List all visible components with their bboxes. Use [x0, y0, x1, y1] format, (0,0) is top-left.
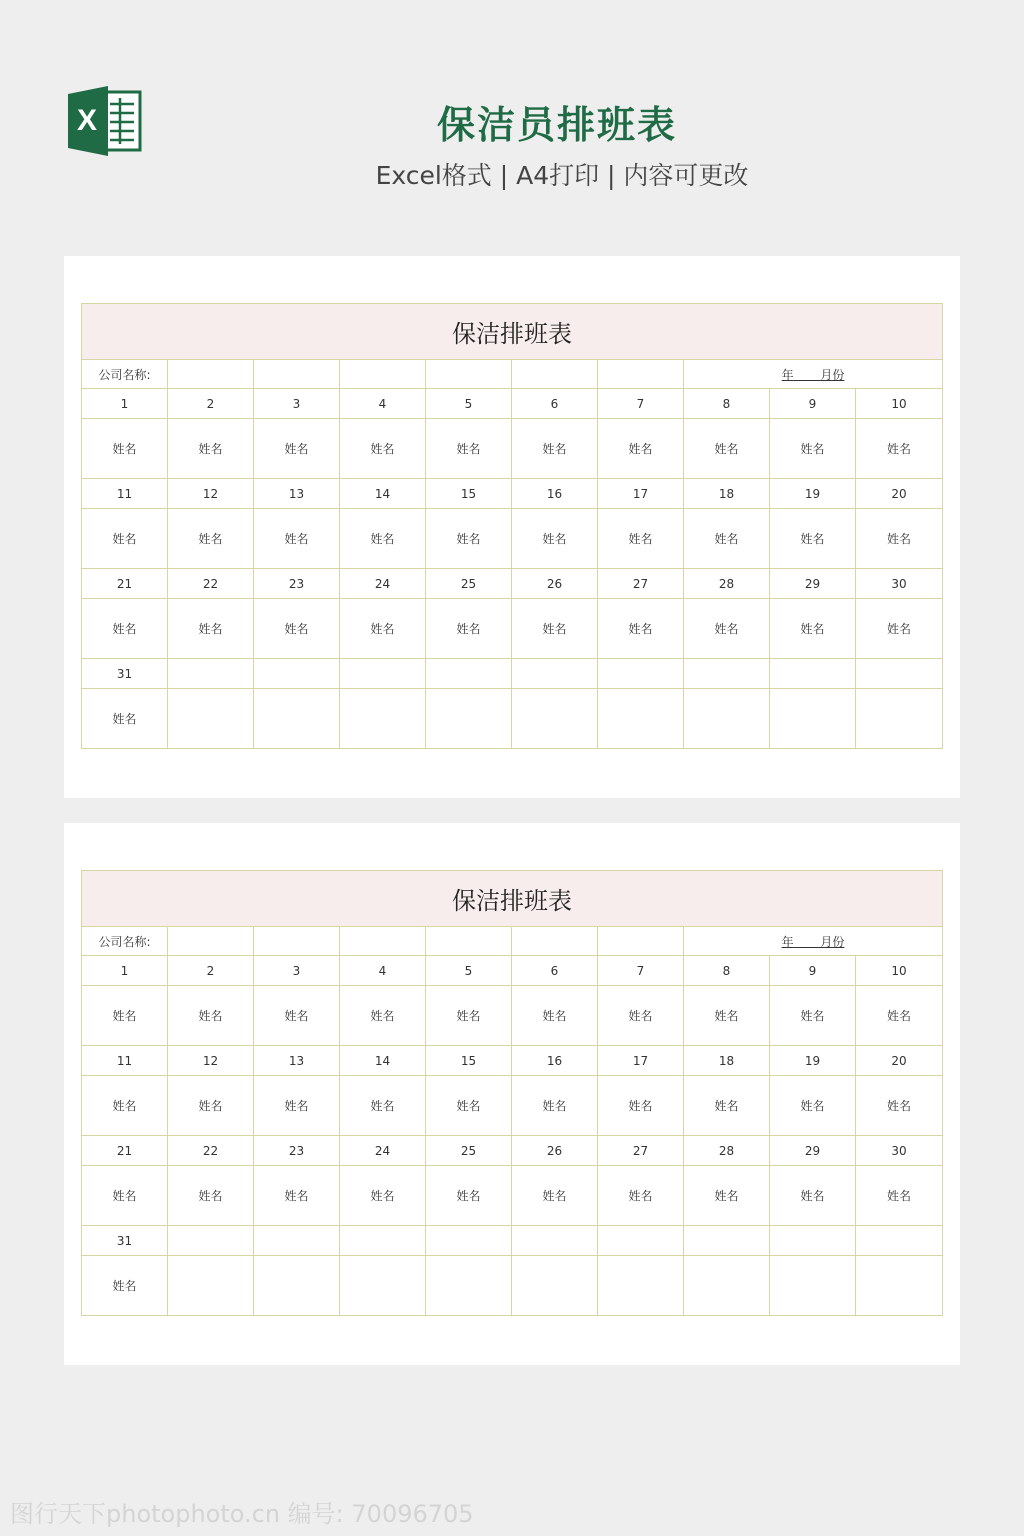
day-number-cell: 25: [426, 569, 512, 599]
schedule-table: [81, 870, 943, 1316]
schedule-sheet-2: [64, 823, 960, 1365]
day-number-cell: [684, 1226, 770, 1256]
staff-name-cell[interactable]: 姓名: [856, 1166, 943, 1226]
staff-name-cell[interactable]: 姓名: [770, 1166, 856, 1226]
day-number-cell: [770, 659, 856, 689]
day-number-cell: 10: [856, 389, 943, 419]
month-label: 月份: [820, 934, 845, 949]
staff-name-cell[interactable]: 姓名: [82, 419, 168, 479]
day-number-cell: 8: [684, 389, 770, 419]
day-number-cell: 24: [340, 569, 426, 599]
staff-name-cell[interactable]: 姓名: [426, 599, 512, 659]
staff-name-cell[interactable]: [254, 689, 340, 749]
day-number-cell: 31: [82, 1226, 168, 1256]
staff-name-cell[interactable]: 姓名: [254, 419, 340, 479]
day-number-cell: 9: [770, 956, 856, 986]
day-number-cell: 30: [856, 1136, 943, 1166]
day-number-cell: [512, 659, 598, 689]
staff-name-cell[interactable]: [254, 1256, 340, 1316]
staff-name-cell[interactable]: 姓名: [168, 509, 254, 569]
staff-name-cell[interactable]: [512, 689, 598, 749]
staff-name-cell[interactable]: 姓名: [340, 419, 426, 479]
staff-name-cell[interactable]: 姓名: [684, 1076, 770, 1136]
day-number-cell: 7: [598, 389, 684, 419]
staff-name-cell[interactable]: 姓名: [82, 986, 168, 1046]
day-number-cell: 3: [254, 956, 340, 986]
watermark: 图行天下photophoto.cn 编号: 70096705: [10, 1500, 474, 1528]
day-number-cell: 21: [82, 1136, 168, 1166]
day-number-cell: 17: [598, 479, 684, 509]
schedule-sheet-1: [64, 256, 960, 798]
staff-name-cell[interactable]: 姓名: [254, 509, 340, 569]
staff-name-cell[interactable]: 姓名: [770, 986, 856, 1046]
staff-name-cell[interactable]: [340, 689, 426, 749]
company-input-cell[interactable]: [254, 927, 340, 956]
staff-name-cell[interactable]: 姓名: [168, 599, 254, 659]
day-number-cell: 24: [340, 1136, 426, 1166]
staff-name-cell[interactable]: 姓名: [168, 1166, 254, 1226]
day-number-cell: 20: [856, 1046, 943, 1076]
day-number-cell: 13: [254, 1046, 340, 1076]
staff-name-cell[interactable]: [426, 689, 512, 749]
staff-name-cell[interactable]: 姓名: [340, 1076, 426, 1136]
month-label: 月份: [820, 367, 845, 382]
staff-name-cell[interactable]: 姓名: [856, 986, 943, 1046]
staff-name-cell[interactable]: [684, 689, 770, 749]
day-number-cell: 23: [254, 1136, 340, 1166]
sheet-title: 保洁排班表: [82, 304, 943, 360]
day-number-cell: 22: [168, 1136, 254, 1166]
company-input-cell[interactable]: [426, 927, 512, 956]
day-number-cell: 30: [856, 569, 943, 599]
staff-name-cell[interactable]: 姓名: [168, 419, 254, 479]
staff-name-cell[interactable]: 姓名: [684, 986, 770, 1046]
staff-name-cell[interactable]: 姓名: [254, 599, 340, 659]
staff-name-cell[interactable]: [770, 1256, 856, 1316]
day-number-cell: 25: [426, 1136, 512, 1166]
day-number-cell: 17: [598, 1046, 684, 1076]
day-number-cell: 1: [82, 956, 168, 986]
day-number-cell: 29: [770, 569, 856, 599]
staff-name-cell[interactable]: 姓名: [684, 509, 770, 569]
staff-name-cell[interactable]: 姓名: [82, 689, 168, 749]
day-number-cell: 6: [512, 956, 598, 986]
day-number-cell: 5: [426, 956, 512, 986]
staff-name-cell[interactable]: [856, 1256, 943, 1316]
day-number-cell: [856, 659, 943, 689]
staff-name-cell[interactable]: 姓名: [254, 1166, 340, 1226]
staff-name-cell[interactable]: 姓名: [512, 419, 598, 479]
staff-name-cell[interactable]: 姓名: [598, 1166, 684, 1226]
staff-name-cell[interactable]: 姓名: [340, 1166, 426, 1226]
staff-name-cell[interactable]: 姓名: [598, 509, 684, 569]
day-number-cell: 8: [684, 956, 770, 986]
day-number-cell: [168, 659, 254, 689]
staff-name-cell[interactable]: 姓名: [340, 509, 426, 569]
company-input-cell[interactable]: [340, 360, 426, 389]
day-number-cell: 20: [856, 479, 943, 509]
staff-name-cell[interactable]: 姓名: [168, 986, 254, 1046]
day-number-cell: [426, 1226, 512, 1256]
day-number-cell: 12: [168, 479, 254, 509]
day-number-cell: [254, 1226, 340, 1256]
company-input-cell[interactable]: [168, 360, 254, 389]
day-number-cell: 18: [684, 1046, 770, 1076]
staff-name-cell[interactable]: 姓名: [82, 509, 168, 569]
staff-name-cell[interactable]: 姓名: [770, 509, 856, 569]
staff-name-cell[interactable]: 姓名: [512, 599, 598, 659]
staff-name-cell[interactable]: 姓名: [598, 419, 684, 479]
staff-name-cell[interactable]: [598, 689, 684, 749]
company-input-cell[interactable]: [598, 927, 684, 956]
year-label: 年: [781, 934, 794, 949]
day-number-cell: 11: [82, 1046, 168, 1076]
staff-name-cell[interactable]: 姓名: [426, 509, 512, 569]
staff-name-cell[interactable]: 姓名: [340, 986, 426, 1046]
staff-name-cell[interactable]: 姓名: [684, 599, 770, 659]
day-number-cell: 9: [770, 389, 856, 419]
day-number-cell: [340, 659, 426, 689]
staff-name-cell[interactable]: 姓名: [684, 1166, 770, 1226]
day-number-cell: 28: [684, 569, 770, 599]
page-title: 保洁员排班表: [436, 103, 677, 147]
staff-name-cell[interactable]: 姓名: [856, 599, 943, 659]
staff-name-cell[interactable]: 姓名: [82, 599, 168, 659]
staff-name-cell[interactable]: 姓名: [512, 1166, 598, 1226]
staff-name-cell[interactable]: 姓名: [684, 419, 770, 479]
day-number-cell: 1: [82, 389, 168, 419]
day-number-cell: 3: [254, 389, 340, 419]
day-number-cell: [512, 1226, 598, 1256]
staff-name-cell[interactable]: 姓名: [340, 599, 426, 659]
day-number-cell: 14: [340, 1046, 426, 1076]
staff-name-cell[interactable]: 姓名: [254, 986, 340, 1046]
staff-name-cell[interactable]: [598, 1256, 684, 1316]
company-label: 公司名称:: [82, 927, 168, 956]
day-number-cell: [340, 1226, 426, 1256]
staff-name-cell[interactable]: 姓名: [426, 1166, 512, 1226]
company-input-cell[interactable]: [254, 360, 340, 389]
day-number-cell: 23: [254, 569, 340, 599]
staff-name-cell[interactable]: 姓名: [856, 419, 943, 479]
day-number-cell: 19: [770, 479, 856, 509]
day-number-cell: [598, 1226, 684, 1256]
year-label: 年: [781, 367, 794, 382]
day-number-cell: 26: [512, 1136, 598, 1166]
day-number-cell: 7: [598, 956, 684, 986]
excel-logo-letter: X: [76, 104, 98, 137]
year-month-cell[interactable]: [684, 927, 943, 956]
schedule-table: [81, 303, 943, 749]
day-number-cell: 5: [426, 389, 512, 419]
day-number-cell: 21: [82, 569, 168, 599]
staff-name-cell[interactable]: 姓名: [598, 599, 684, 659]
day-number-cell: 29: [770, 1136, 856, 1166]
company-input-cell[interactable]: [512, 927, 598, 956]
staff-name-cell[interactable]: [684, 1256, 770, 1316]
year-month-cell[interactable]: [684, 360, 943, 389]
staff-name-cell[interactable]: 姓名: [856, 1076, 943, 1136]
staff-name-cell[interactable]: 姓名: [82, 1166, 168, 1226]
staff-name-cell[interactable]: 姓名: [254, 1076, 340, 1136]
day-number-cell: 18: [684, 479, 770, 509]
staff-name-cell[interactable]: 姓名: [512, 509, 598, 569]
company-input-cell[interactable]: [512, 360, 598, 389]
day-number-cell: 2: [168, 956, 254, 986]
staff-name-cell[interactable]: [426, 1256, 512, 1316]
day-number-cell: 26: [512, 569, 598, 599]
day-number-cell: 13: [254, 479, 340, 509]
company-input-cell[interactable]: [598, 360, 684, 389]
day-number-cell: [684, 659, 770, 689]
day-number-cell: 6: [512, 389, 598, 419]
staff-name-cell[interactable]: 姓名: [512, 986, 598, 1046]
day-number-cell: [598, 659, 684, 689]
staff-name-cell[interactable]: 姓名: [770, 1076, 856, 1136]
staff-name-cell[interactable]: 姓名: [770, 599, 856, 659]
day-number-cell: 12: [168, 1046, 254, 1076]
staff-name-cell[interactable]: 姓名: [856, 509, 943, 569]
day-number-cell: 2: [168, 389, 254, 419]
day-number-cell: 27: [598, 569, 684, 599]
staff-name-cell[interactable]: 姓名: [770, 419, 856, 479]
staff-name-cell[interactable]: 姓名: [426, 1076, 512, 1136]
day-number-cell: 27: [598, 1136, 684, 1166]
company-input-cell[interactable]: [426, 360, 512, 389]
staff-name-cell[interactable]: 姓名: [598, 1076, 684, 1136]
day-number-cell: [168, 1226, 254, 1256]
day-number-cell: [426, 659, 512, 689]
day-number-cell: 28: [684, 1136, 770, 1166]
day-number-cell: 10: [856, 956, 943, 986]
staff-name-cell[interactable]: 姓名: [426, 986, 512, 1046]
staff-name-cell[interactable]: [168, 689, 254, 749]
day-number-cell: [770, 1226, 856, 1256]
day-number-cell: 15: [426, 1046, 512, 1076]
staff-name-cell[interactable]: [168, 1256, 254, 1316]
day-number-cell: [856, 1226, 943, 1256]
staff-name-cell[interactable]: 姓名: [82, 1076, 168, 1136]
day-number-cell: 31: [82, 659, 168, 689]
staff-name-cell[interactable]: 姓名: [82, 1256, 168, 1316]
staff-name-cell[interactable]: [340, 1256, 426, 1316]
day-number-cell: 19: [770, 1046, 856, 1076]
staff-name-cell[interactable]: [856, 689, 943, 749]
staff-name-cell[interactable]: [512, 1256, 598, 1316]
day-number-cell: [254, 659, 340, 689]
staff-name-cell[interactable]: 姓名: [168, 1076, 254, 1136]
staff-name-cell[interactable]: [770, 689, 856, 749]
day-number-cell: 16: [512, 1046, 598, 1076]
day-number-cell: 22: [168, 569, 254, 599]
day-number-cell: 16: [512, 479, 598, 509]
sheet-title: 保洁排班表: [82, 871, 943, 927]
page-subtitle: Excel格式 | A4打印 | 内容可更改: [375, 161, 749, 190]
day-number-cell: 4: [340, 389, 426, 419]
company-input-cell[interactable]: [168, 927, 254, 956]
day-number-cell: 14: [340, 479, 426, 509]
company-label: 公司名称:: [82, 360, 168, 389]
day-number-cell: 11: [82, 479, 168, 509]
day-number-cell: 4: [340, 956, 426, 986]
staff-name-cell[interactable]: 姓名: [512, 1076, 598, 1136]
staff-name-cell[interactable]: 姓名: [426, 419, 512, 479]
company-input-cell[interactable]: [340, 927, 426, 956]
staff-name-cell[interactable]: 姓名: [598, 986, 684, 1046]
day-number-cell: 15: [426, 479, 512, 509]
